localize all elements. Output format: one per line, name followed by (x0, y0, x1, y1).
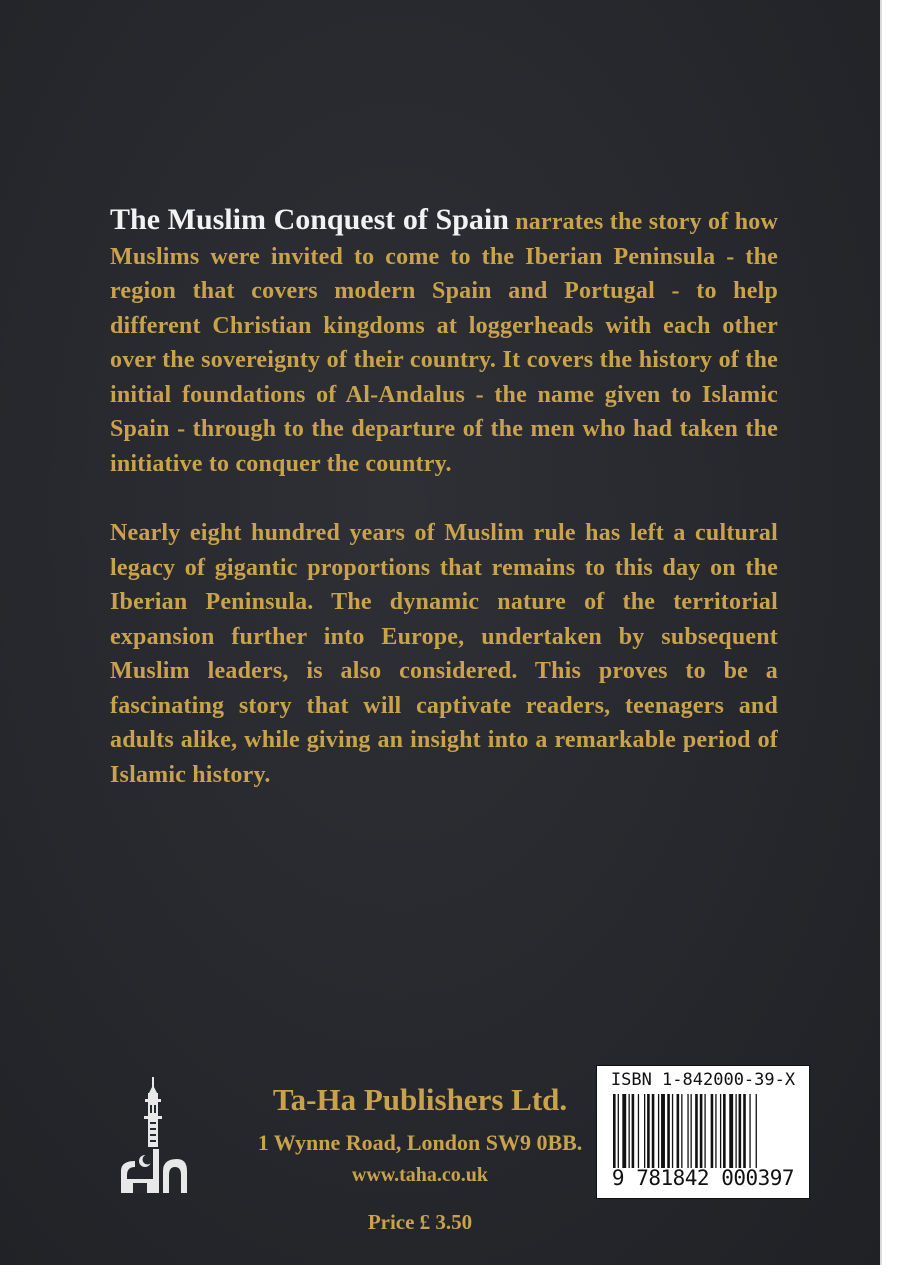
blurb-paragraph-2: Nearly eight hundred years of Muslim rule has left a cultural legacy of gigantic proportions that remains to this day on the Iberian Peninsula. The dynamic nature of the territorial expansion further into Europe, undertaken by subsequent Muslim leaders, is also considered. This proves to be a fascinating story that will captivate readers, teenagers and adults alike, while giving an insight into a remarkable period of Islamic history. (110, 520, 778, 788)
book-title: The Muslim Conquest of Spain (110, 203, 509, 236)
publisher-name: Ta-Ha Publishers Ltd. (272, 1082, 568, 1117)
isbn-label: ISBN 1-842000-39-X (610, 1070, 796, 1090)
blurb (110, 203, 778, 792)
barcode-bars (613, 1094, 793, 1168)
isbn-barcode (596, 1065, 810, 1199)
price: Price £ 3.50 (367, 1210, 473, 1234)
publisher-address: 1 Wynne Road, London SW9 0BB. (257, 1130, 583, 1155)
blurb-paragraph-1 (110, 203, 778, 481)
publisher-info (200, 1080, 640, 1236)
publisher-website: www.taha.co.uk (351, 1164, 489, 1186)
blurb-paragraph-1-text: narrates the story of how Muslims were invited to come to the Iberian Peninsula - the region that covers modern Spain and Portugal - to help different Christian kingdoms at loggerheads with each other over the sovereignty of their country. It covers the history of the initial foundations of Al-Andalus - the name given to Islamic Spain - through to the departure of the men who had taken the initiative to conquer the country. (110, 209, 778, 477)
mosque-minaret-icon (115, 1075, 190, 1195)
barcode-digits: 9 781842 000397 (611, 1166, 795, 1190)
